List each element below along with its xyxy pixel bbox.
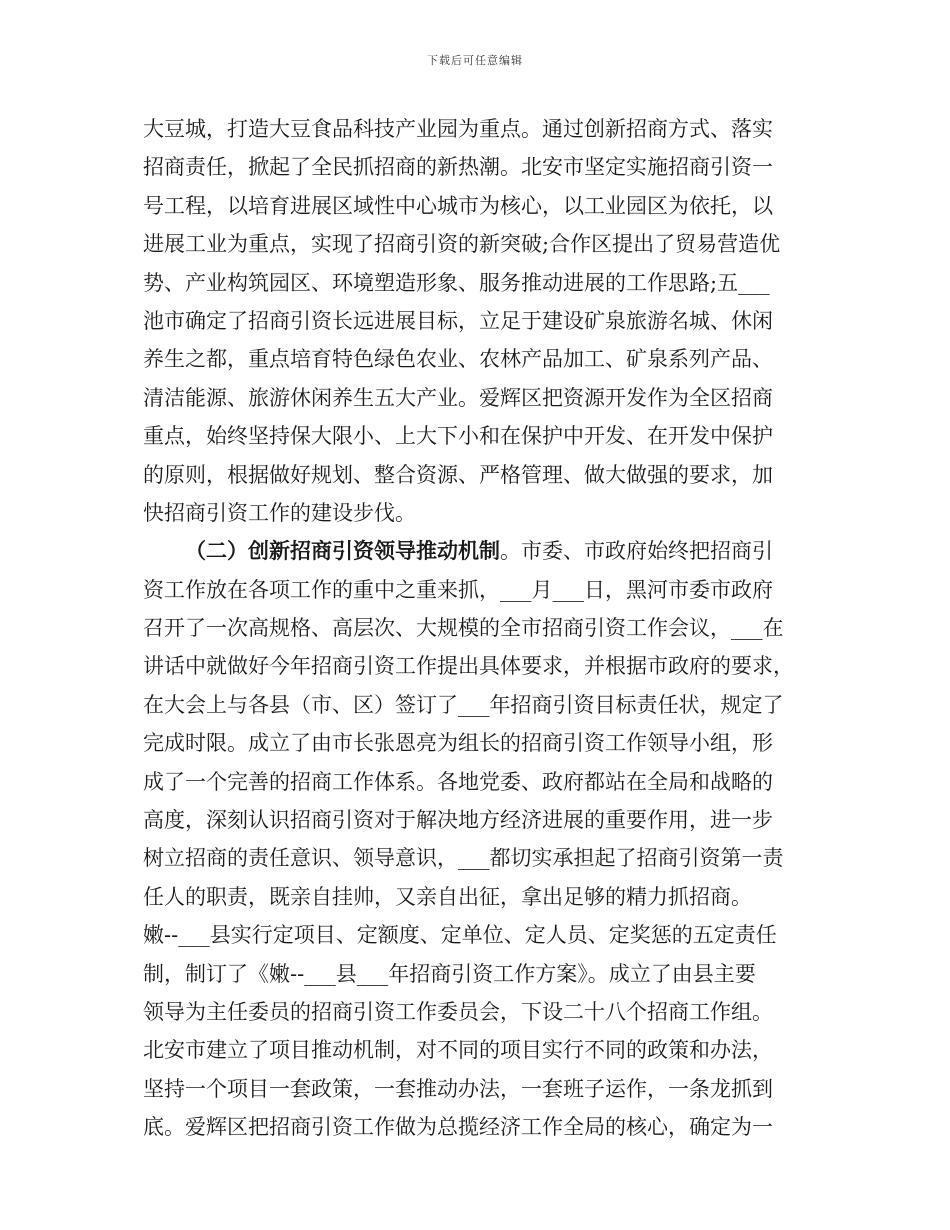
document-body [143,110,811,1147]
paragraph-1-line: 池市确定了招商引资长远进展目标，立足于建设矿泉旅游名城、休闲 [143,308,773,333]
paragraph-2-line: 任人的职责，既亲自挂帅，又亲自出征，拿出足够的精力抓招商。 [143,884,752,909]
paragraph-2 [143,532,811,1146]
paragraph-2-line: 召开了一次高规格、高层次、大规模的全市招商引资工作会议，___在 [143,616,784,641]
paragraph-1-line: 清洁能源、旅游休闲养生五大产业。爱辉区把资源开发作为全区招商 [143,385,773,410]
section-heading: （二）创新招商引资领导推动机制 [185,538,500,564]
paragraph-2-line: 资工作放在各项工作的重中之重来抓，___月___日，黑河市委市政府 [143,577,773,602]
paragraph-1-line: 大豆城，打造大豆食品科技产业园为重点。通过创新招商方式、落实 [143,117,773,141]
paragraph-2-line: 完成时限。成立了由市长张恩亮为组长的招商引资工作领导小组，形 [143,731,773,756]
paragraph-1-line: 进展工业为重点，实现了招商引资的新突破;合作区提出了贸易营造优 [143,232,781,257]
page-header: 下载后可任意编辑 [427,54,523,67]
paragraph-2-line: 在大会上与各县（市、区）签订了___年招商引资目标责任状，规定了 [143,692,784,717]
paragraph-1 [143,110,811,532]
paragraph-2-line: 领导为主任委员的招商引资工作委员会，下设二十八个招商工作组。 [143,999,773,1024]
paragraph-1-line: 快招商引资工作的建设步伐。 [143,500,416,525]
paragraph-2-line: 讲话中就做好今年招商引资工作提出具体要求，并根据市政府的要求， [143,654,794,679]
paragraph-1-line: 招商责任，掀起了全民抓招商的新热潮。北安市坚定实施招商引资一 [143,155,773,180]
paragraph-1-line: 的原则，根据做好规划、整合资源、严格管理、做大做强的要求，加 [143,462,773,487]
paragraph-2-line: 高度，深刻认识招商引资对于解决地方经济进展的重要作用，进一步 [143,808,773,833]
paragraph-2-first-line-text: 。市委、市政府始终把招商引 [500,539,773,564]
paragraph-1-line: 重点，始终坚持保大限小、上大下小和在保护中开发、在开发中保护 [143,424,773,449]
paragraph-2-line: 制，制订了《嫩--___县___年招商引资工作方案》。成立了由县主要 [143,961,756,986]
paragraph-2-line: 北安市建立了项目推动机制，对不同的项目实行不同的政策和办法， [143,1038,773,1063]
paragraph-2-first-line [143,532,811,570]
paragraph-2-line: 嫩--___县实行定项目、定额度、定单位、定人员、定奖惩的五定责任 [143,923,777,948]
paragraph-2-line: 坚持一个项目一套政策，一套推动办法，一套班子运作，一条龙抓到 [143,1076,773,1101]
paragraph-2-line: 底。爱辉区把招商引资工作做为总揽经济工作全局的核心，确定为一 [143,1115,773,1140]
paragraph-2-line: 成了一个完善的招商工作体系。各地党委、政府都站在全局和战略的 [143,769,773,794]
paragraph-1-line: 号工程，以培育进展区域性中心城市为核心，以工业园区为依托，以 [143,193,773,218]
paragraph-1-line: 势、产业构筑园区、环境塑造形象、服务推动进展的工作思路;五___ [143,270,770,295]
paragraph-1-line: 养生之都，重点培育特色绿色农业、农林产品加工、矿泉系列产品、 [143,347,773,372]
paragraph-2-line: 树立招商的责任意识、领导意识，___都切实承担起了招商引资第一责 [143,846,784,871]
